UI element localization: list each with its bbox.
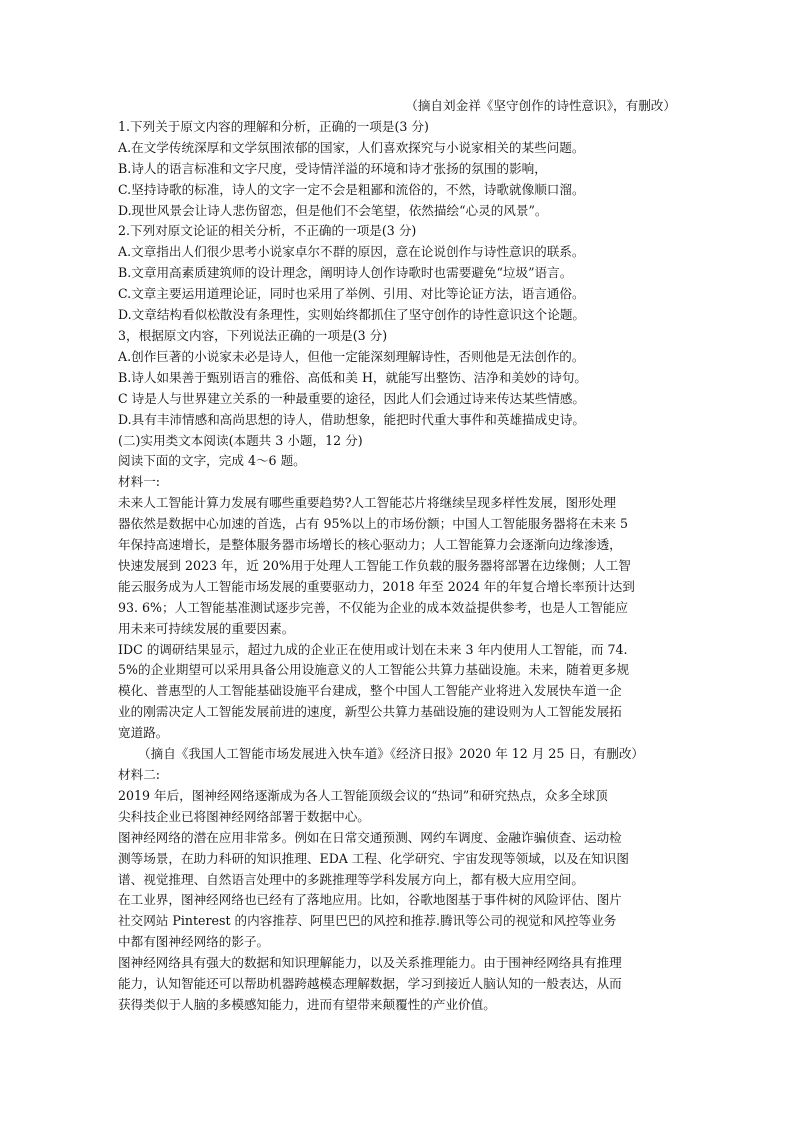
document-page bbox=[118, 96, 676, 1016]
material-2-line: 2019 年后，图神经网络逐渐成为各人工智能顶级会议的“热词”和研究热点，众多全球顶 bbox=[118, 787, 608, 803]
material-1-line: 模化、普惠型的人工智能基础设施平台建成，整个中国人工智能产业将进入发展快车道一企 bbox=[118, 683, 622, 699]
material-2-line: 获得类似于人脑的多模感知能力，进而有望带来颠覆性的产业价值。 bbox=[118, 996, 496, 1012]
question-3-stem: 3，根据原文内容，下列说法正确的一项是(3 分) bbox=[118, 327, 388, 343]
question-2-option-c: C.文章主要运用道理论证，同时也采用了举例、引用、对比等论证方法，语言通俗。 bbox=[118, 286, 585, 302]
material-1-line: 5%的企业期望可以采用具备公用设施意义的人工智能公共算力基础设施。未来，随着更多规 bbox=[118, 662, 630, 678]
material-2-line: 在工业界，图神经网络也已经有了落地应用。比如，谷歌地图基于事件树的风险评估、图片 bbox=[118, 892, 622, 908]
question-2-stem: 2.下列对原文论证的相关分析，不正确的一项是(3 分) bbox=[118, 223, 417, 239]
material-1-line: 器依然是数据中心加速的首选，占有 95%以上的市场份额；中国人工智能服务器将在未来 5 bbox=[118, 516, 628, 532]
question-3-option-b: B.诗人如果善于甄别语言的雅俗、高低和美 H，就能写出整饬、洁净和美妙的诗句。 bbox=[118, 369, 588, 385]
question-1-stem: 1.下列关于原文内容的理解和分析，正确的一项是(3 分) bbox=[118, 118, 429, 134]
material-2-line: 中都有图神经网络的影子。 bbox=[118, 934, 270, 950]
material-2-line: 图神经网络具有强大的数据和知识理解能力，以及关系推理能力。由于围神经网络具有推理 bbox=[118, 955, 622, 971]
material-1-line: 用未来可持续发展的重要因素。 bbox=[118, 620, 295, 636]
material-2-line: 社交网站 Pinterest 的内容推荐、阿里巴巴的风控和推荐.腾讯等公司的视觉和风控等业务 bbox=[118, 913, 617, 929]
question-3-option-c: C 诗是人与世界建立关系的一种最重要的途径，因此人们会通过诗来传达某些情感。 bbox=[118, 390, 586, 406]
question-2-option-b: B.文章用高素质建筑师的设计理念，阐明诗人创作诗歌时也需要避免“垃圾”语言。 bbox=[118, 265, 573, 281]
material-2-line: 尖科技企业已将图神经网络部署于数据中心。 bbox=[118, 808, 370, 824]
question-1-option-a: A.在文学传统深厚和文学氛围浓郁的国家，人们喜欢探究与小说家相关的某些问题。 bbox=[118, 139, 585, 155]
question-1-option-c: C.坚持诗歌的标准，诗人的文字一定不会是粗鄙和流俗的，不然，诗歌就像顺口溜。 bbox=[118, 181, 585, 197]
material-1-line: 快速发展到 2023 年，近 20%用于处理人工智能工作负载的服务器将部署在边缘侧；人工智 bbox=[118, 557, 631, 573]
material-1-line: 未来人工智能计算力发展有哪些重要趋势?人工智能芯片将继续呈现多样性发展，图形处理 bbox=[118, 495, 616, 511]
question-2-option-a: A.文章指出人们很少思考小说家卓尔不群的原因，意在论说创作与诗性意识的联系。 bbox=[118, 244, 585, 260]
material-1-line: 93. 6%；人工智能基准测试逐步完善，不仅能为企业的成本效益提供参考，也是人工智能应 bbox=[118, 599, 628, 615]
material-2-line: 能力，认知智能还可以帮助机器跨越模态理解数据，学习到接近人脑认知的一般表达，从而 bbox=[118, 976, 622, 992]
material-2-label: 材料二: bbox=[118, 767, 161, 782]
question-3-option-a: A.创作巨著的小说家未必是诗人，但他一定能深刻理解诗性，否则他是无法创作的。 bbox=[118, 348, 585, 364]
material-1-line: 年保持高速增长，是整体服务器市场增长的核心驱动力；人工智能算力会逐渐向边缘渗透， bbox=[118, 537, 622, 553]
source-note: （摘自刘金祥《坚守创作的诗性意识》，有删改） bbox=[405, 98, 676, 113]
material-1-label: 材料一: bbox=[118, 474, 161, 490]
question-1-option-b: B.诗人的语言标准和文字尺度，受诗情洋溢的环境和诗才张扬的氛围的影响， bbox=[118, 160, 547, 176]
material-1-source: （摘自《我国人工智能市场发展进入快车道》《经济日报》2020 年 12 月 25 日，有删改） bbox=[138, 746, 645, 762]
material-1-line: 宽道路。 bbox=[118, 725, 169, 741]
material-1-line: 业的刚需决定人工智能发展前进的速度，新型公共算力基础设施的建设则为人工智能发展拓 bbox=[118, 704, 622, 720]
question-3-option-d: D.具有丰沛情感和高尚思想的诗人，借助想象，能把时代重大事件和英雄描成史诗。 bbox=[118, 411, 586, 427]
material-1-line: IDC 的调研结果显示，超过九成的企业正在使用或计划在未来 3 年内使用人工智能，而 74. bbox=[118, 641, 628, 657]
section-title: (二)实用类文本阅读(本题共 3 小题，12 分) bbox=[118, 432, 363, 448]
instruction: 阅读下面的文字，完成 4～6 题。 bbox=[118, 453, 306, 469]
question-2-option-d: D.文章结构看似松散没有条理性，实则始终都抓住了坚守创作的诗性意识这个论题。 bbox=[118, 307, 586, 323]
material-2-line: 测等场景，在助力科研的知识推理、EDA 工程、化学研究、宇宙发现等领域，以及在知识图 bbox=[118, 850, 629, 866]
material-1-line: 能云服务成为人工智能市场发展的重要驱动力，2018 年至 2024 年的年复合增长率预计达到 bbox=[118, 578, 635, 594]
material-2-line: 谱、视觉推理、自然语言处理中的多跳推理等学科发展方向上，都有极大应用空间。 bbox=[118, 871, 584, 887]
material-2-line: 图神经网络的潜在应用非常多。例如在日常交通预测、网约车调度、金融诈骗侦查、运动检 bbox=[118, 829, 622, 845]
question-1-option-d: D.现世风景会让诗人悲伤留恋，但是他们不会笔望，依然描绘“心灵的风景”。 bbox=[118, 202, 548, 218]
